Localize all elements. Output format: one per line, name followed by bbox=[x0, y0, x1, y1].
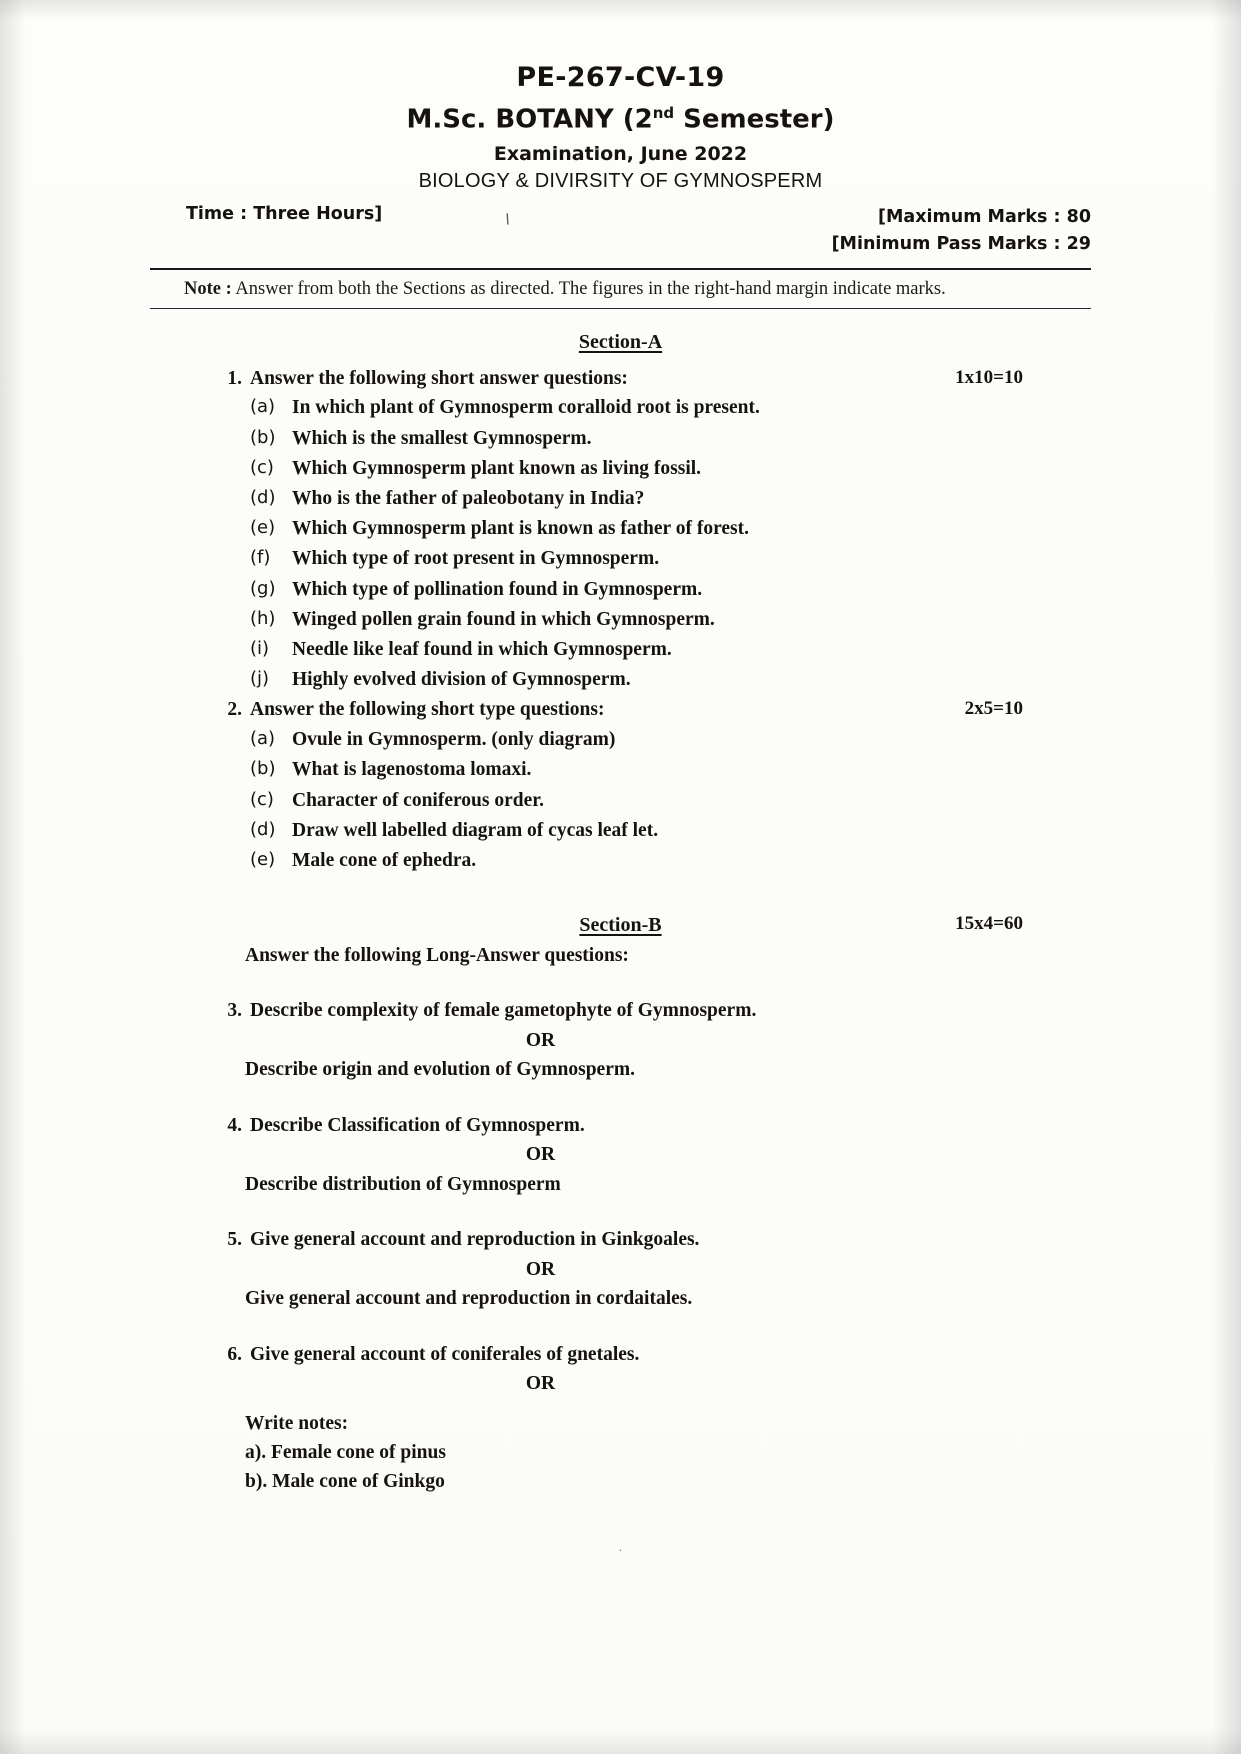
list-item bbox=[150, 725, 1091, 755]
question-5-alternate: Give general account and reproduction in cordaitales. bbox=[245, 1288, 693, 1310]
question-1 bbox=[150, 364, 1091, 394]
question-3-alternate: Describe origin and evolution of Gymnosperm. bbox=[245, 1059, 635, 1081]
section-b-instruction: Answer the following Long-Answer questions: bbox=[245, 944, 629, 966]
question-2-stem: Answer the following short type questions: bbox=[250, 699, 605, 721]
item-label: (h) bbox=[250, 607, 276, 629]
marks-block bbox=[832, 204, 1091, 258]
question-1-stem: Answer the following short answer questions: bbox=[250, 367, 628, 389]
item-text: Which type of pollination found in Gymnosperm. bbox=[292, 578, 703, 600]
question-5-primary: Give general account and reproduction in Ginkgoales. bbox=[250, 1229, 700, 1251]
section-a-heading: Section-A bbox=[578, 330, 663, 353]
list-item bbox=[150, 575, 1091, 605]
item-label: (j) bbox=[250, 668, 270, 690]
maximum-marks: [Maximum Marks : 80 bbox=[878, 206, 1091, 227]
question-6-primary: Give general account of coniferales of gnetales. bbox=[250, 1343, 640, 1365]
item-text: Needle like leaf found in which Gymnosperm. bbox=[292, 639, 672, 661]
item-text: Who is the father of paleobotany in India? bbox=[292, 487, 645, 509]
question-6-number: 6. bbox=[227, 1343, 242, 1365]
question-4-primary: Describe Classification of Gymnosperm. bbox=[250, 1114, 585, 1136]
question-2 bbox=[150, 695, 1091, 725]
write-notes-heading: Write notes: bbox=[245, 1412, 349, 1434]
stray-pen-mark: \ bbox=[503, 211, 512, 228]
list-item bbox=[150, 454, 1091, 484]
item-label: (e) bbox=[250, 848, 276, 870]
item-text: Winged pollen grain found in which Gymnosperm. bbox=[292, 608, 715, 630]
question-4-number: 4. bbox=[227, 1114, 242, 1136]
item-label: (f) bbox=[250, 547, 271, 569]
list-item bbox=[150, 665, 1091, 695]
degree-prefix: M.Sc. BOTANY (2 bbox=[406, 104, 653, 135]
item-label: (a) bbox=[250, 396, 276, 418]
question-3-primary: Describe complexity of female gametophyte of Gymnosperm. bbox=[250, 1000, 757, 1022]
write-notes-item: b). Male cone of Ginkgo bbox=[245, 1471, 445, 1493]
or-separator: OR bbox=[525, 1258, 556, 1280]
exam-meta-row bbox=[150, 204, 1091, 260]
item-text: Which Gymnosperm plant is known as father of forest. bbox=[292, 518, 750, 540]
question-6 bbox=[150, 1340, 1091, 1370]
item-text: Which type of root present in Gymnosperm. bbox=[292, 548, 660, 570]
item-text: Ovule in Gymnosperm. (only diagram) bbox=[292, 729, 616, 751]
question-1-number: 1. bbox=[227, 367, 242, 389]
question-3 bbox=[150, 996, 1091, 1026]
question-3-number: 3. bbox=[227, 1000, 242, 1022]
subject-title: BIOLOGY & DIVIRSITY OF GYMNOSPERM bbox=[418, 169, 823, 192]
item-text: Male cone of ephedra. bbox=[292, 849, 477, 871]
or-separator: OR bbox=[525, 1373, 556, 1395]
list-item bbox=[150, 544, 1091, 574]
list-item bbox=[150, 393, 1091, 423]
list-item bbox=[150, 846, 1091, 876]
list-item bbox=[150, 786, 1091, 816]
list-item bbox=[150, 484, 1091, 514]
question-1-marks: 1x10=10 bbox=[955, 366, 1023, 388]
scan-edge-bottom bbox=[0, 1730, 1241, 1754]
question-2-marks: 2x5=10 bbox=[964, 698, 1023, 720]
question-5-number: 5. bbox=[227, 1229, 242, 1251]
question-4-alternate: Describe distribution of Gymnosperm bbox=[245, 1173, 561, 1195]
section-b-heading: Section-B bbox=[579, 914, 662, 937]
footer-stray-mark: . bbox=[619, 1540, 622, 1555]
section-b-heading-row bbox=[150, 910, 1091, 940]
item-text: Which is the smallest Gymnosperm. bbox=[292, 427, 592, 449]
item-label: (a) bbox=[250, 728, 276, 750]
list-item bbox=[150, 514, 1091, 544]
item-label: (d) bbox=[250, 818, 276, 840]
item-text: In which plant of Gymnosperm coralloid root is present. bbox=[292, 397, 760, 419]
question-5 bbox=[150, 1225, 1091, 1255]
item-label: (b) bbox=[250, 426, 276, 448]
minimum-pass-marks: [Minimum Pass Marks : 29 bbox=[831, 233, 1091, 254]
item-label: (i) bbox=[250, 638, 270, 660]
item-text: Highly evolved division of Gymnosperm. bbox=[292, 669, 631, 691]
or-separator: OR bbox=[525, 1144, 556, 1166]
write-notes-block bbox=[150, 1409, 1091, 1497]
question-4 bbox=[150, 1111, 1091, 1141]
item-text: Draw well labelled diagram of cycas leaf let. bbox=[292, 819, 659, 841]
list-item bbox=[150, 424, 1091, 454]
question-2-number: 2. bbox=[227, 699, 242, 721]
or-separator: OR bbox=[525, 1029, 556, 1051]
list-item bbox=[150, 755, 1091, 785]
list-item bbox=[150, 816, 1091, 846]
item-label: (c) bbox=[250, 788, 274, 810]
item-text: Character of coniferous order. bbox=[292, 789, 545, 811]
item-label: (c) bbox=[250, 456, 274, 478]
time-allowed: Time : Three Hours] bbox=[186, 203, 383, 224]
item-label: (b) bbox=[250, 758, 276, 780]
degree-ordinal-suffix: nd bbox=[652, 104, 675, 122]
item-text: What is lagenostoma lomaxi. bbox=[292, 759, 532, 781]
item-label: (e) bbox=[250, 517, 276, 539]
section-b-marks: 15x4=60 bbox=[955, 913, 1023, 935]
paper-code: PE-267-CV-19 bbox=[516, 62, 725, 93]
degree-title bbox=[150, 104, 1091, 135]
note-band bbox=[150, 270, 1091, 308]
list-item bbox=[150, 635, 1091, 665]
write-notes-item: a). Female cone of pinus bbox=[245, 1441, 446, 1463]
examination-session: Examination, June 2022 bbox=[493, 142, 748, 165]
item-label: (g) bbox=[250, 577, 276, 599]
note-label: Note : bbox=[184, 278, 232, 299]
item-text: Which Gymnosperm plant known as living fossil. bbox=[292, 457, 702, 479]
note-text: Answer from both the Sections as directed. The figures in the right-hand margin indicate marks. bbox=[231, 278, 946, 299]
item-label: (d) bbox=[250, 486, 276, 508]
degree-suffix: Semester) bbox=[674, 104, 835, 135]
list-item bbox=[150, 605, 1091, 635]
